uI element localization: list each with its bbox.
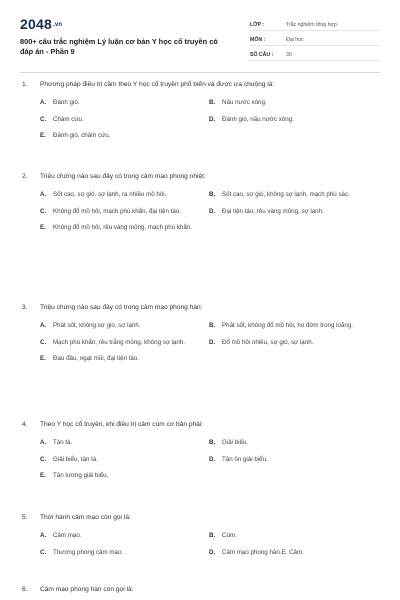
question-text: Cảm mạo phong hàn còn gọi là: [40, 586, 134, 593]
answer-option[interactable] [40, 95, 209, 112]
question-item [22, 80, 378, 145]
option-label: D. [209, 548, 216, 556]
question-stem [22, 303, 378, 312]
option-label: E. [40, 224, 46, 232]
option-text: Cúm. [222, 532, 237, 539]
answer-option[interactable] [40, 528, 209, 545]
option-label: E. [40, 355, 46, 363]
question-text: Thời hành cảm mạo còn gọi là: [40, 514, 131, 521]
question-stem [22, 513, 378, 522]
option-text: Đổ mồ hôi nhiều, sợ gió, sợ lạnh. [222, 338, 314, 346]
logo-main: 2048 [20, 16, 52, 32]
option-label: B. [209, 99, 216, 106]
answer-option[interactable] [209, 187, 378, 204]
question-text: Theo Y học cổ truyền, khi điều trị cảm cúm cơ bản phải: [40, 421, 204, 428]
option-grid [22, 528, 378, 561]
option-text: Không đổ mồ hôi, rêu vàng mỏng, mạch phù khẩn. [53, 224, 192, 232]
question-stem [22, 80, 378, 89]
answer-option[interactable] [209, 528, 378, 545]
option-grid [22, 318, 378, 368]
option-label: A. [40, 99, 47, 106]
meta-row-subject [250, 31, 380, 46]
answer-option[interactable] [40, 187, 209, 204]
option-text: Đánh gió, nấu nước xông. [222, 115, 294, 123]
answer-option[interactable] [40, 318, 209, 335]
document-title: 800+ câu trắc nghiệm Lý luận cơ bản Y học cổ truyền có đáp án - Phần 9 [20, 37, 218, 56]
meta-key: SỐ CÂU : [250, 52, 274, 58]
meta-key: LỚP : [250, 22, 265, 28]
option-text: Thương phong cảm mạo. [53, 548, 124, 556]
option-label: B. [209, 439, 216, 446]
option-text: Giải biểu. [222, 439, 249, 446]
option-grid [22, 187, 378, 237]
meta-table [250, 16, 380, 70]
option-label: D. [209, 115, 216, 123]
option-text: Sốt cao, sợ gió, sợ lạnh, ra nhiều mồ hôi. [53, 191, 167, 198]
question-number: 2. [22, 173, 28, 180]
answer-option[interactable] [40, 351, 378, 368]
option-label: A. [40, 532, 47, 539]
question-text: Triệu chứng nào sau đây có trong cảm mạo phong hàn: [40, 304, 203, 311]
question-number: 4. [22, 421, 28, 428]
answer-option[interactable] [209, 95, 378, 112]
option-label: C. [40, 548, 47, 556]
question-stem [22, 585, 378, 594]
option-text: Cảm mạo phong hàn.E. Cảm. [222, 548, 304, 556]
option-text: Đại tiện táo, rêu vàng mỏng, sợ lạnh. [222, 207, 324, 215]
answer-option[interactable] [209, 204, 378, 221]
option-label: D. [209, 207, 216, 215]
option-label: A. [40, 439, 47, 446]
answer-option[interactable] [40, 468, 378, 485]
option-text: Phát sốt, không sợ gió, sợ lạnh. [53, 322, 141, 329]
question-number: 5. [22, 514, 28, 521]
answer-option[interactable] [40, 128, 378, 145]
option-text: Tân ôn giải biểu. [222, 455, 268, 463]
question-number: 6. [22, 586, 28, 593]
option-label: B. [209, 191, 216, 198]
option-text: Mạch phù khẩn, rêu trắng mỏng, không sợ lạnh. [53, 338, 186, 346]
option-text: Cảm mạo. [53, 532, 82, 539]
option-label: D. [209, 338, 216, 346]
answer-option[interactable] [209, 112, 378, 129]
question-number: 1. [22, 81, 28, 88]
question-text: Triệu chứng nào sau đây có trong cảm mạo phong nhiệt: [40, 173, 206, 180]
option-text: Tán tà. [53, 439, 73, 446]
answer-option[interactable] [209, 452, 378, 469]
option-text: Giải biểu, tán tà. [53, 455, 99, 463]
logo-tld: .vn [52, 22, 63, 29]
question-item [22, 513, 378, 561]
answer-option[interactable] [40, 220, 378, 237]
option-text: Châm cứu. [53, 115, 84, 123]
question-number: 3. [22, 304, 28, 311]
question-item [22, 172, 378, 237]
option-text: Không đổ mồ hôi, mạch phù khẩn, đại tiện táo. [53, 207, 181, 215]
option-text: Phát sốt, không đổ mồ hôi, ho đờm trong loãng. [222, 322, 353, 329]
meta-key: MÔN : [250, 37, 266, 43]
option-text: Tân lương giải biểu. [53, 472, 109, 480]
option-label: A. [40, 322, 47, 329]
answer-option[interactable] [209, 335, 378, 352]
option-label: C. [40, 207, 47, 215]
option-label: E. [40, 472, 46, 480]
answer-option[interactable] [209, 318, 378, 335]
option-text: Sốt cao, sợ gió, không sợ lạnh, mạch phù sác. [222, 191, 350, 198]
meta-value: 30 [286, 52, 292, 58]
option-label: C. [40, 115, 47, 123]
answer-option[interactable] [209, 435, 378, 452]
question-item [22, 420, 378, 485]
answer-option[interactable] [40, 435, 209, 452]
question-item [22, 585, 378, 594]
meta-row-count [250, 46, 380, 61]
site-logo[interactable] [20, 16, 230, 32]
option-text: Nấu nước xông. [222, 99, 267, 106]
header-divider [20, 72, 380, 73]
option-grid [22, 95, 378, 145]
option-label: A. [40, 191, 47, 198]
meta-value: Đại học [286, 37, 304, 43]
answer-option[interactable] [40, 204, 209, 221]
question-item [22, 303, 378, 368]
option-label: B. [209, 532, 216, 539]
answer-option[interactable] [40, 545, 209, 562]
answer-option[interactable] [40, 335, 209, 352]
question-stem [22, 172, 378, 181]
meta-value: Trắc nghiệm tổng hợp [286, 22, 337, 28]
option-text: Đánh gió, châm cứu. [53, 132, 111, 140]
option-label: C. [40, 455, 47, 463]
answer-option[interactable] [40, 112, 209, 129]
header-left [20, 16, 230, 70]
question-stem [22, 420, 378, 429]
answer-option[interactable] [209, 545, 378, 562]
option-text: Đánh gió. [53, 99, 80, 106]
question-text: Phương pháp điều trị cảm theo Y học cổ truyền phổ biến và được ưa chuộng là: [40, 81, 275, 88]
page-header [20, 0, 380, 70]
answer-option[interactable] [40, 452, 209, 469]
option-label: D. [209, 455, 216, 463]
meta-row-class [250, 16, 380, 31]
option-text: Đau đầu, ngạt mũi, đại tiện táo. [53, 355, 139, 363]
option-grid [22, 435, 378, 485]
option-label: B. [209, 322, 216, 329]
option-label: E. [40, 132, 46, 140]
option-label: C. [40, 338, 47, 346]
